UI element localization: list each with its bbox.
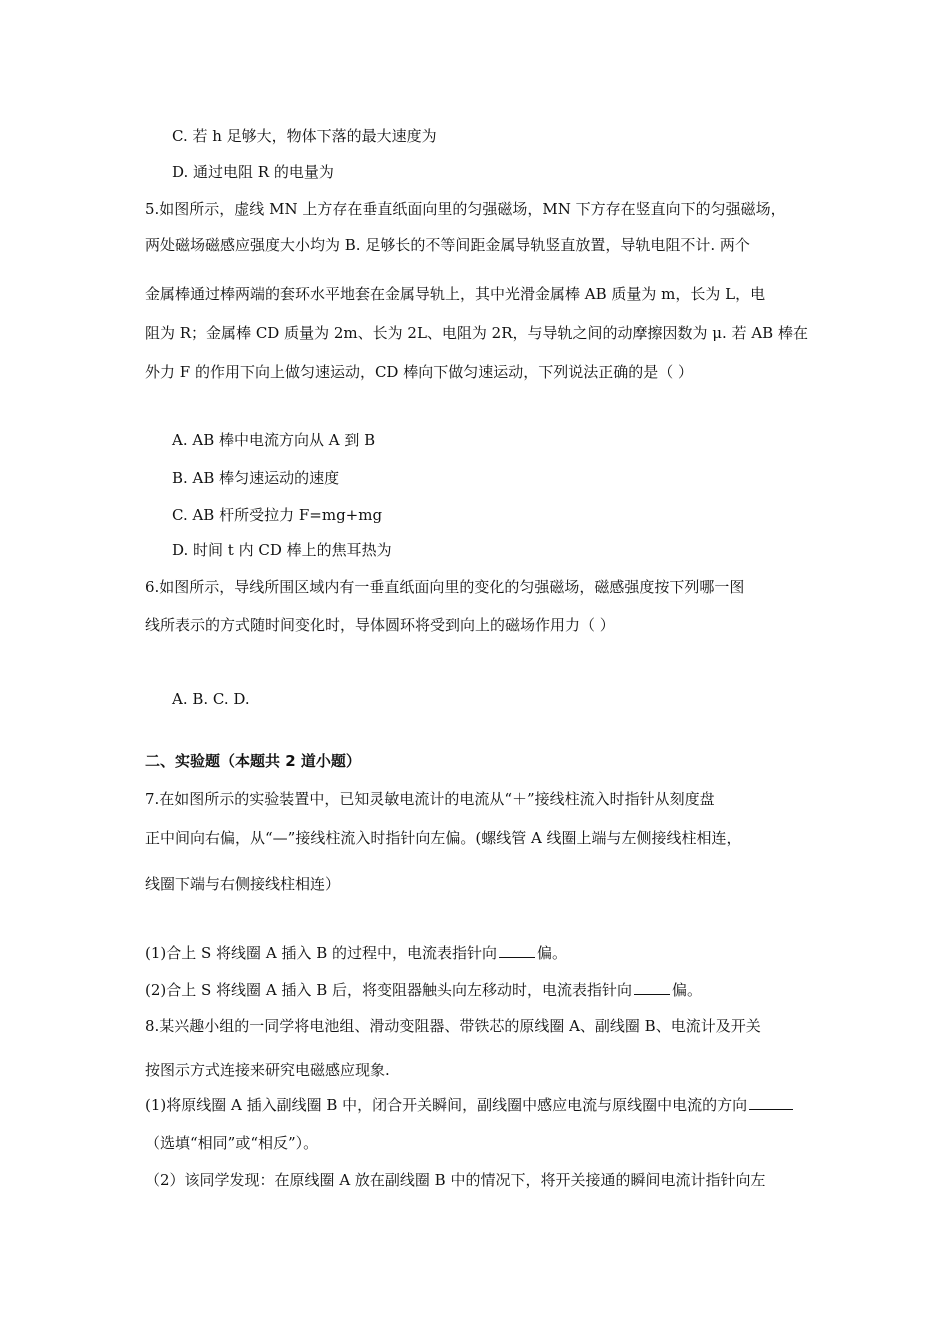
q8-sub-question-1	[145, 1095, 793, 1115]
q8-sub-question-2: （2）该同学发现：在原线圈 A 放在副线圈 B 中的情况下，将开关接通的瞬间电流计指针向左	[145, 1171, 766, 1189]
q8-text-line-1: 8.某兴趣小组的一同学将电池组、滑动变阻器、带铁芯的原线圈 A、副线圈 B、电流计及开关	[145, 1017, 761, 1035]
q5-option-c: C. AB 杆所受拉力 F=mg+mg	[172, 506, 383, 524]
q7-sub1-prefix: (1)合上 S 将线圈 A 插入 B 的过程中，电流表指针向	[145, 944, 497, 962]
q4-option-c: C. 若 h 足够大，物体下落的最大速度为	[172, 127, 437, 145]
q6-options: A. B. C. D.	[172, 690, 250, 708]
q5-text-line-5: 外力 F 的作用下向上做匀速运动，CD 棒向下做匀速运动，下列说法正确的是（ ）	[145, 363, 693, 381]
q7-sub2-prefix: (2)合上 S 将线圈 A 插入 B 后，将变阻器触头向左移动时，电流表指针向	[145, 981, 632, 999]
q7-sub-question-1	[145, 943, 567, 963]
q5-text-line-1: 5.如图所示，虚线 MN 上方存在垂直纸面向里的匀强磁场，MN 下方存在竖直向下的匀强磁场，	[145, 200, 786, 218]
q7-sub-question-2	[145, 980, 702, 1000]
q8-sub1-continuation: （选填“相同”或“相反”）。	[145, 1134, 319, 1152]
q6-text-line-1: 6.如图所示，导线所围区域内有一垂直纸面向里的变化的匀强磁场，磁感强度按下列哪一图	[145, 578, 745, 596]
answer-blank[interactable]	[499, 943, 535, 958]
q7-sub1-suffix: 偏。	[537, 944, 568, 962]
q7-text-line-2: 正中间向右偏，从“—”接线柱流入时指针向左偏。(螺线管 A 线圈上端与左侧接线柱相连，	[145, 829, 742, 847]
q5-option-d: D. 时间 t 内 CD 棒上的焦耳热为	[172, 541, 392, 559]
q5-option-b: B. AB 棒匀速运动的速度	[172, 469, 340, 487]
q8-text-line-2: 按图示方式连接来研究电磁感应现象.	[145, 1061, 390, 1079]
section-heading: 二、实验题（本题共 2 道小题）	[145, 752, 361, 770]
q6-text-line-2: 线所表示的方式随时间变化时，导体圆环将受到向上的磁场作用力（ ）	[145, 616, 615, 634]
answer-blank[interactable]	[634, 980, 670, 995]
q7-text-line-1: 7.在如图所示的实验装置中，已知灵敏电流计的电流从“＋”接线柱流入时指针从刻度盘	[145, 790, 715, 808]
q4-option-d: D. 通过电阻 R 的电量为	[172, 163, 334, 181]
q5-text-line-3: 金属棒通过棒两端的套环水平地套在金属导轨上，其中光滑金属棒 AB 质量为 m，长为 L，电	[145, 285, 766, 303]
q5-text-line-2: 两处磁场磁感应强度大小均为 B. 足够长的不等间距金属导轨竖直放置，导轨电阻不计. 两个	[145, 236, 750, 254]
q7-text-line-3: 线圈下端与右侧接线柱相连）	[145, 875, 341, 893]
q5-text-line-4: 阻为 R；金属棒 CD 质量为 2m、长为 2L、电阻为 2R，与导轨之间的动摩擦因数为 μ. 若 AB 棒在	[145, 324, 808, 342]
answer-blank[interactable]	[749, 1095, 793, 1110]
q5-option-a: A. AB 棒中电流方向从 A 到 B	[172, 431, 376, 449]
q7-sub2-suffix: 偏。	[672, 981, 703, 999]
q8-sub1-text: (1)将原线圈 A 插入副线圈 B 中，闭合开关瞬间，副线圈中感应电流与原线圈中电流的方向	[145, 1096, 748, 1114]
